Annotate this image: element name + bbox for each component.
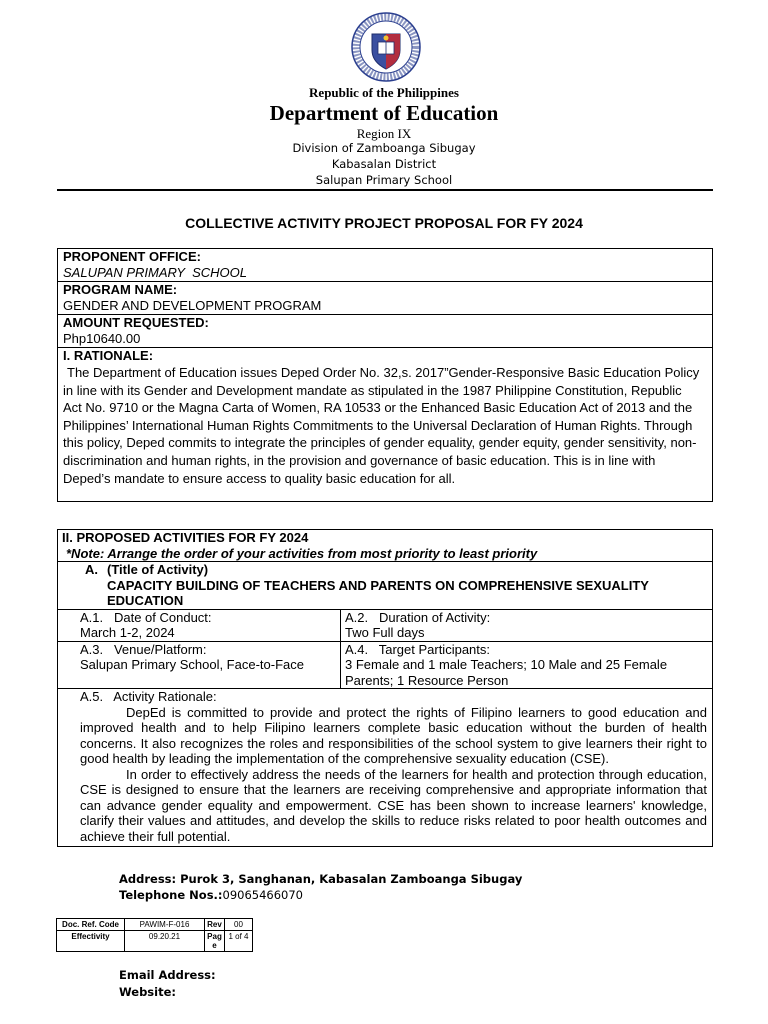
district-heading: Kabasalan District — [331, 157, 437, 171]
activities-heading: II. PROPOSED ACTIVITIES FOR FY 2024 — [62, 530, 309, 545]
telephone-label: Telephone Nos.: — [119, 888, 223, 902]
division-heading: Division of Zamboanga Sibugay — [292, 141, 476, 155]
telephone-value: 09065466070 — [222, 888, 303, 902]
amount-label: AMOUNT REQUESTED: — [63, 315, 209, 330]
duration-label: A.2. Duration of Activity: — [345, 609, 491, 625]
page-value: 1 of 4 — [225, 931, 253, 952]
target-participants-label: A.4. Target Participants: — [345, 641, 490, 657]
telephone-line — [119, 888, 303, 902]
rationale-label: I. RATIONALE: — [63, 348, 154, 363]
venue-label: A.3. Venue/Platform: — [80, 641, 207, 657]
school-heading: Salupan Primary School — [315, 173, 453, 187]
docref-label: Doc. Ref. Code — [57, 919, 125, 931]
venue-value: Salupan Primary School, Face-to-Face — [80, 657, 304, 672]
deped-seal-logo — [351, 12, 421, 82]
activity-title: CAPACITY BUILDING OF TEACHERS AND PARENTS ON COMPREHENSIVE SEXUALITY EDUCATION — [107, 577, 649, 608]
page-label: Page — [205, 931, 225, 952]
date-of-conduct-value: March 1-2, 2024 — [80, 625, 175, 640]
docref-value: PAWIM-F-016 — [125, 919, 205, 931]
activity-rationale-paragraph-2: In order to effectively address the needs of the learners for health and protection through education, CSE is designed to ensure that the learners are receiving comprehensive and appropriate information that can advance gender equality and empowerment. CSE has been shown to increase learners' knowledge, clarify their values and attitudes, and develop the skills to reduce risks related to poor health outcomes and achieve their full potential. — [80, 766, 707, 844]
amount-row — [58, 315, 712, 348]
activity-detail-row-2 — [58, 642, 712, 690]
activity-letter: A. — [85, 562, 98, 577]
header-divider — [57, 189, 713, 191]
program-label: PROGRAM NAME: — [63, 282, 178, 297]
activities-note: *Note: Arrange the order of your activities from most priority to least priority — [66, 545, 538, 561]
date-of-conduct-label: A.1. Date of Conduct: — [80, 609, 212, 625]
amount-value: Php10640.00 — [63, 331, 141, 346]
proponent-value: SALUPAN PRIMARY SCHOOL — [63, 265, 247, 280]
department-heading: Department of Education — [269, 101, 499, 125]
document-title: COLLECTIVE ACTIVITY PROJECT PROPOSAL FOR FY 2024 — [185, 215, 583, 231]
republic-heading: Republic of the Philippines — [309, 85, 459, 100]
activity-rationale — [58, 689, 712, 846]
activity-rationale-label: A.5. Activity Rationale: — [80, 689, 217, 704]
activities-header — [58, 530, 712, 562]
activity-detail-row-1 — [58, 610, 712, 642]
program-row — [58, 282, 712, 315]
duration-value: Two Full days — [345, 625, 425, 640]
rationale-row — [58, 348, 712, 501]
website-line: Website: — [119, 985, 176, 999]
rationale-text: The Department of Education issues Deped Order No. 32,s. 2017”Gender-Responsive Basic Education Policy in line with its Gender and Development mandate as stipulated in the 1987 Philippine Constitution, Republic Act No. 9710 or the Magna Carta of Women, RA 10533 or the Enhanced Basic Education Act of 2013 and the Philippines’ International Human Rights Commitments to the Universal Declaration of Human Rights. Through this policy, Deped commits to integrate the principles of gender equality, gender equity, gender sensitivity, non-discrimination and human rights, in the provision and governance of basic education. This is in line with Deped’s mandate to ensure access to quality basic education for all. — [63, 365, 700, 486]
region-heading: Region IX — [356, 126, 412, 141]
proponent-label: PROPONENT OFFICE: — [63, 249, 201, 264]
doc-reference-table — [56, 918, 253, 952]
proponent-row — [58, 249, 712, 282]
effectivity-label: Effectivity — [57, 931, 125, 952]
activity-title-block — [58, 562, 712, 610]
email-line: Email Address: — [119, 968, 216, 982]
rev-label: Rev — [205, 919, 225, 931]
target-participants-value: 3 Female and 1 male Teachers; 10 Male and 25 Female Parents; 1 Resource Person — [345, 657, 668, 688]
proposal-info-table — [57, 248, 713, 502]
address-line: Address: Purok 3, Sanghanan, Kabasalan Zamboanga Sibugay — [119, 872, 523, 886]
rev-value: 00 — [225, 919, 253, 931]
program-value: GENDER AND DEVELOPMENT PROGRAM — [63, 298, 322, 313]
activity-title-label: (Title of Activity) — [107, 562, 209, 577]
activity-rationale-paragraph-1: DepEd is committed to provide and protect the rights of Filipino learners to good education and improved health and to help Filipino learners complete basic education without the burden of health concerns. It also recognizes the roles and responsibilities of the school system to give learners their right to good health by leading the implementation of the comprehensive sexuality education (CSE). — [80, 704, 707, 766]
effectivity-value: 09.20.21 — [125, 931, 205, 952]
proposed-activities-table — [57, 529, 713, 847]
